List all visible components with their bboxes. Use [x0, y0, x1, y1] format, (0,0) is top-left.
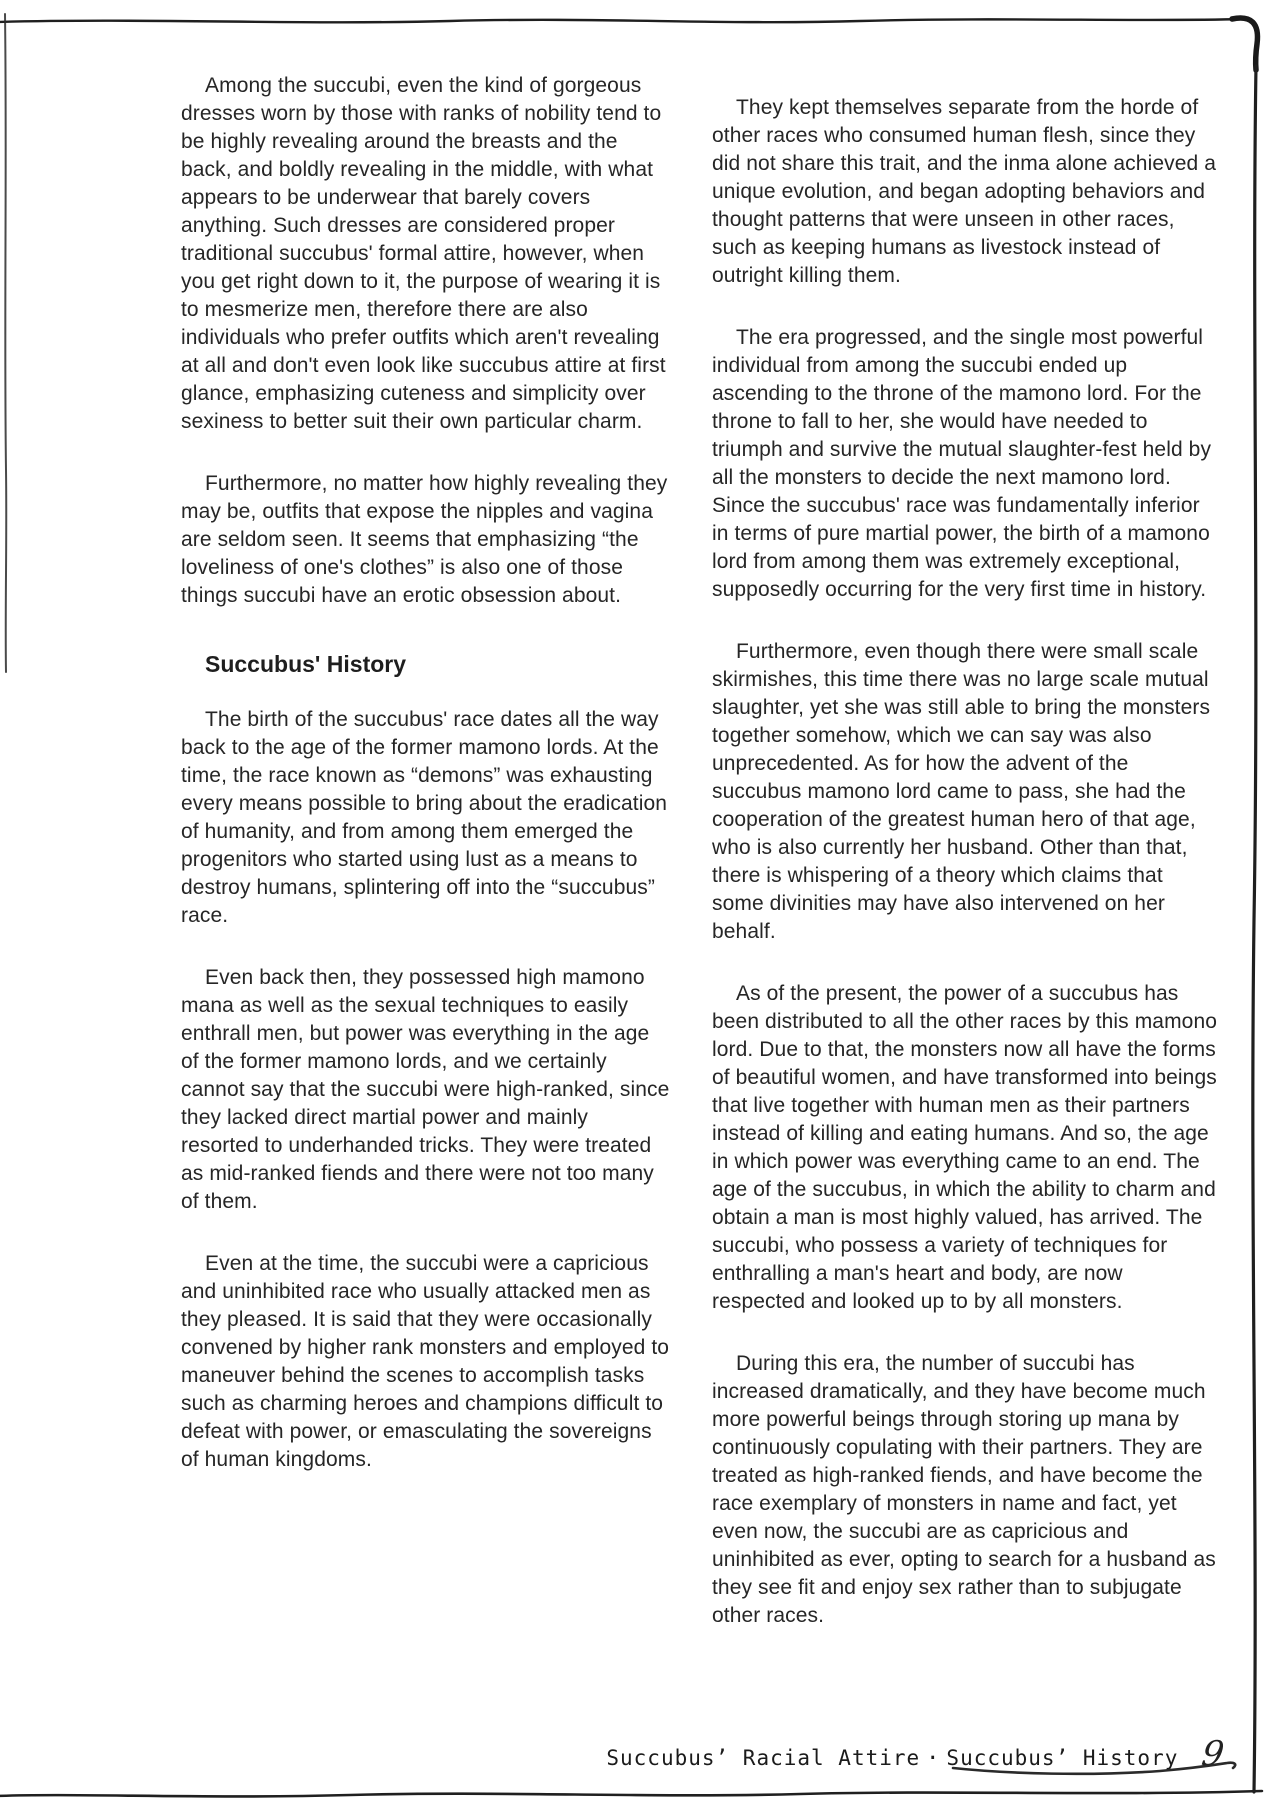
page-footer [606, 1734, 1228, 1774]
body-paragraph: The era progressed, and the single most powerful individual from among the succubi ended up ascending to the throne of the mamono lord. For the throne to fall to her, she would have needed to triumph and survive the mutual slaughter-fest held by all the monsters to decide the next mamono lord. Since the succubus' race was fundamentally inferior in terms of pure martial power, the birth of a mamono lord from among them was extremely exceptional, supposedly occurring for the very first time in history. [712, 326, 1212, 601]
body-paragraph: Even at the time, the succubi were a capricious and uninhibited race who usually attacked men as they pleased. It is said that they were occasionally convened by higher rank monsters and employed to maneuver behind the scenes to accomplish tasks such as charming heroes and champions difficult to defeat with power, or emasculating the sovereigns of human kingdoms. [181, 1252, 670, 1471]
body-paragraph: Among the succubi, even the kind of gorgeous dresses worn by those with ranks of nobility tend to be highly revealing around the breasts and the back, and boldly revealing in the middle, with what appears to be underwear that barely covers anything. Such dresses are considered proper traditional succubus' formal attire, however, when you get right down to it, the purpose of wearing it is to mesmerize men, therefore there are also individuals who prefer outfits which aren't revealing at all and don't even look like succubus attire at first glance, emphasizing cuteness and simplicity over sexiness to better suit their own particular charm. [181, 74, 666, 433]
body-paragraph: During this era, the number of succubi has increased dramatically, and they have become much more powerful beings through storing up mana by continuously copulating with their partners. They are treated as high-ranked fiends, and have become the race exemplary of monsters in name and fact, yet even now, the succubi are as capricious and uninhibited as ever, opting to search for a husband as they see fit and enjoy sex rather than to subjugate other races. [712, 1352, 1216, 1627]
footer-separator-dot: · [926, 1746, 941, 1771]
body-paragraph: Even back then, they possessed high mamono mana as well as the sexual techniques to easily enthrall men, but power was everything in the age of the former mamono lords, and we certainly cannot say that the succubi were high-ranked, since they lacked direct martial power and mainly resorted to underhanded tricks. They were treated as mid-ranked fiends and there were not too many of them. [181, 966, 670, 1213]
body-paragraph: They kept themselves separate from the horde of other races who consumed human flesh, since they did not share this trait, and the inma alone achieved a unique evolution, and began adopting behaviors and thought patterns that were unseen in other races, such as keeping humans as livestock instead of outright killing them. [712, 96, 1216, 287]
footer-section-title-history: Succubus’ History [946, 1746, 1179, 1770]
footer-section-title-attire: Succubus’ Racial Attire [606, 1746, 921, 1770]
body-paragraph: Furthermore, even though there were small scale skirmishes, this time there was no large scale mutual slaughter, yet she was still able to bring the monsters together somehow, which we can say was also unprecedented. As for how the advent of the succubus mamono lord came to pass, she had the cooperation of the greatest human hero of that age, who is also currently her husband. Other than that, there is whispering of a theory which claims that some divinities may have also intervened on her behalf. [712, 640, 1211, 943]
body-paragraph: The birth of the succubus' race dates all the way back to the age of the former mamono lords. At the time, the race known as “demons” was exhausting every means possible to bring about the eradication of humanity, and from among them emerged the progenitors who started using lust as a means to destroy humans, splintering off into the “succubus” race. [181, 708, 668, 927]
body-paragraph: Furthermore, no matter how highly revealing they may be, outfits that expose the nipples and vagina are seldom seen. It seems that emphasizing “the loveliness of one's clothes” is also one of those things succubi have an erotic obsession about. [181, 472, 668, 607]
section-heading: Succubus' History [205, 651, 407, 677]
body-paragraph: As of the present, the power of a succubus has been distributed to all the other races by this mamono lord. Due to that, the monsters now all have the forms of beautiful women, and have transformed into beings that live together with human men as their partners instead of killing and eating humans. And so, the age in which power was everything came to an end. The age of the succubus, in which the ability to charm and obtain a man is most highly valued, has arrived. The succubi, who possess a variety of techniques for enthralling a man's heart and body, are now respected and looked up to by all monsters. [712, 982, 1218, 1313]
right-column [712, 94, 1220, 1664]
page-number: 9 [1199, 1734, 1228, 1774]
left-column [181, 72, 670, 1508]
